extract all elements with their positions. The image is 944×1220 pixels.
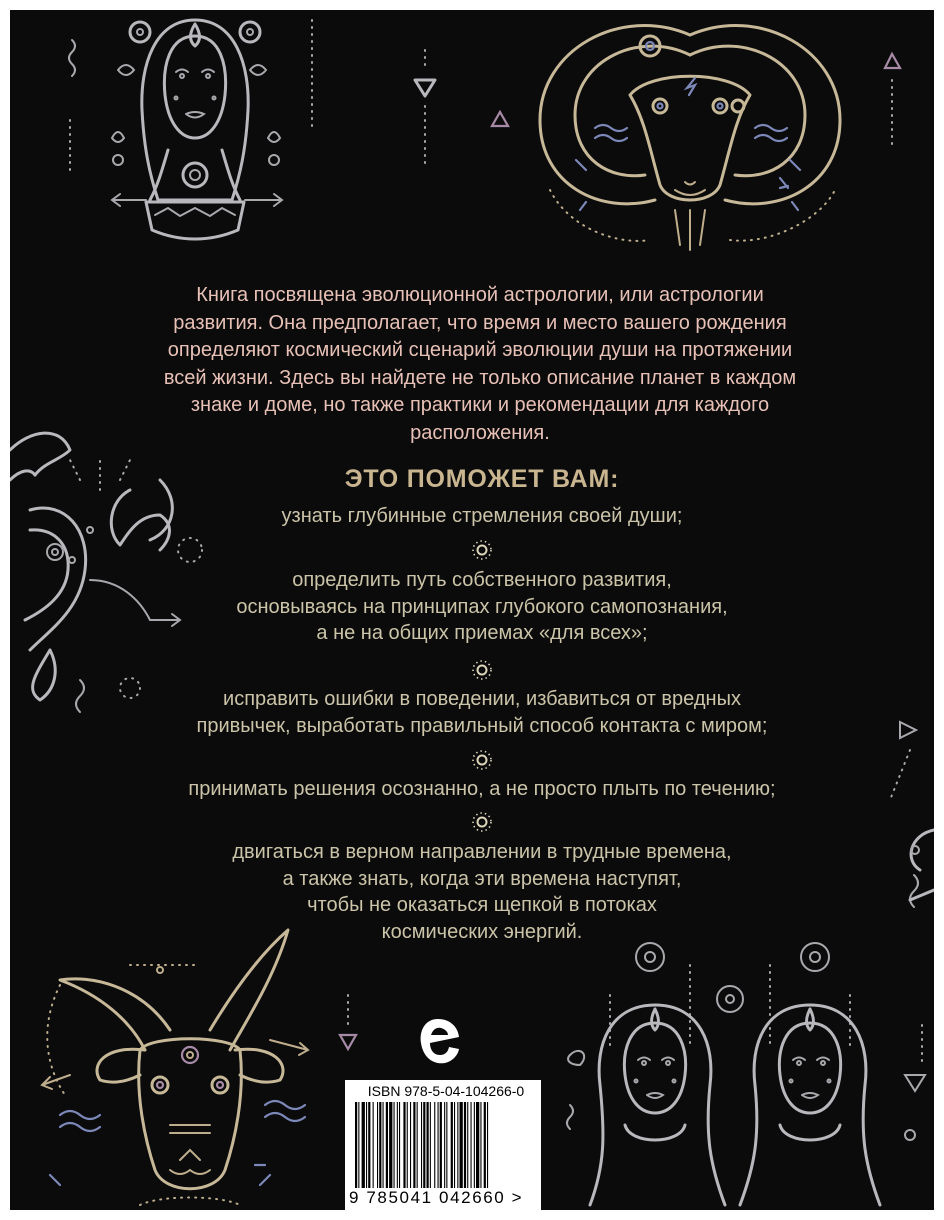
benefit-item (160, 686, 804, 739)
barcode-bar (355, 1102, 357, 1188)
barcode-bar (397, 1102, 398, 1188)
benefit-line: привычек, выработать правильный способ контакта с миром; (196, 714, 768, 737)
book-back-cover (10, 10, 934, 1210)
benefit-line: узнать глубинные стремления своей души; (281, 505, 683, 527)
barcode-bar (467, 1102, 468, 1188)
benefit-line: а также знать, когда эти времена наступят, (282, 867, 682, 890)
barcode-bar (434, 1102, 435, 1188)
barcode-bar (379, 1102, 381, 1188)
barcode-bar (464, 1102, 466, 1188)
barcode-bar (476, 1102, 479, 1188)
barcode-digits: 9 785041 042660 > (349, 1188, 524, 1207)
barcode-bar (440, 1102, 442, 1188)
barcode-bar (430, 1102, 431, 1188)
barcode-bar (423, 1102, 425, 1188)
barcode-bar (444, 1102, 445, 1188)
eksmo-logo-icon (415, 1015, 461, 1069)
intro-line: знаке и доме, но также практики и рекомендации для каждого (190, 394, 770, 416)
intro-line: развития. Она предполагает, что время и место вашего рождения (173, 311, 787, 334)
isbn-label: ISBN 978-5-04-104266-0 (367, 1083, 525, 1099)
barcode-bar (373, 1102, 374, 1188)
benefit-item (160, 567, 804, 647)
benefit-line: принимать решения осознанно, а не просто плыть по течению; (188, 778, 776, 800)
barcode-bar (407, 1102, 408, 1188)
barcode-bar (358, 1102, 359, 1188)
barcode-icon (351, 1102, 535, 1192)
barcode-bar (366, 1102, 367, 1188)
barcode-bar (427, 1102, 429, 1188)
barcode-bar (389, 1102, 392, 1188)
benefit-line: а не на общих приемах «для всех»; (316, 622, 648, 644)
benefit-line: определить путь собственного развития, (292, 569, 672, 591)
separator-circle-icon (470, 538, 494, 562)
capricorn-icon (20, 925, 350, 1210)
barcode-bar (413, 1102, 415, 1188)
barcode-bar (377, 1102, 378, 1188)
gemini-icon (550, 935, 934, 1210)
barcode-bar (480, 1102, 481, 1188)
barcode-bar (410, 1102, 411, 1188)
barcode-bar (471, 1102, 472, 1188)
barcode-bar (460, 1102, 463, 1188)
benefit-line: чтобы не оказаться щепкой в потоках (307, 894, 657, 916)
benefit-item (160, 503, 804, 530)
benefit-item (160, 776, 804, 803)
barcode-bar (383, 1102, 384, 1188)
barcode-bar (386, 1102, 388, 1188)
barcode-bar (446, 1102, 447, 1188)
barcode-bar (399, 1102, 400, 1188)
separator-circle-icon (470, 810, 494, 834)
barcode-bar (417, 1102, 418, 1188)
benefit-line: двигаться в верном направлении в трудные времена, (232, 841, 732, 863)
separator-circle-icon (470, 658, 494, 682)
intro-line: расположения. (410, 421, 550, 444)
virgo-icon (50, 10, 340, 250)
benefit-line: исправить ошибки в поведении, избавиться от вредных (223, 688, 741, 710)
barcode-bar (394, 1102, 395, 1188)
aries-icon (480, 10, 900, 260)
triangle-icon (405, 50, 445, 170)
barcode-box (345, 1080, 541, 1210)
intro-line: всей жизни. Здесь вы найдете не только описание планет в каждом (163, 366, 797, 389)
barcode-bar (438, 1102, 439, 1188)
intro-line: Книга посвящена эволюционной астрологии, или астрологии (196, 284, 764, 306)
intro-line: определяют космический сценарий эволюции души на протяжении (167, 339, 793, 361)
barcode-bar (403, 1102, 405, 1188)
benefit-line: космических энергий. (381, 920, 583, 943)
barcode-bar (454, 1102, 455, 1188)
barcode-bar (484, 1102, 486, 1188)
benefit-line: основываясь на принципах глубокого самопознания, (236, 595, 728, 618)
barcode-bar (362, 1102, 365, 1188)
barcode-bar (474, 1102, 475, 1188)
intro-paragraph (130, 282, 830, 447)
barcode-bar (457, 1102, 458, 1188)
separator-circle-icon (470, 748, 494, 772)
benefits-heading: ЭТО ПОМОЖЕТ ВАМ: (344, 465, 620, 493)
sagittarius-arrow-icon (870, 700, 934, 930)
barcode-bar (368, 1102, 370, 1188)
barcode-bar (487, 1102, 488, 1188)
barcode-bar (421, 1102, 422, 1188)
barcode-bar (451, 1102, 453, 1188)
